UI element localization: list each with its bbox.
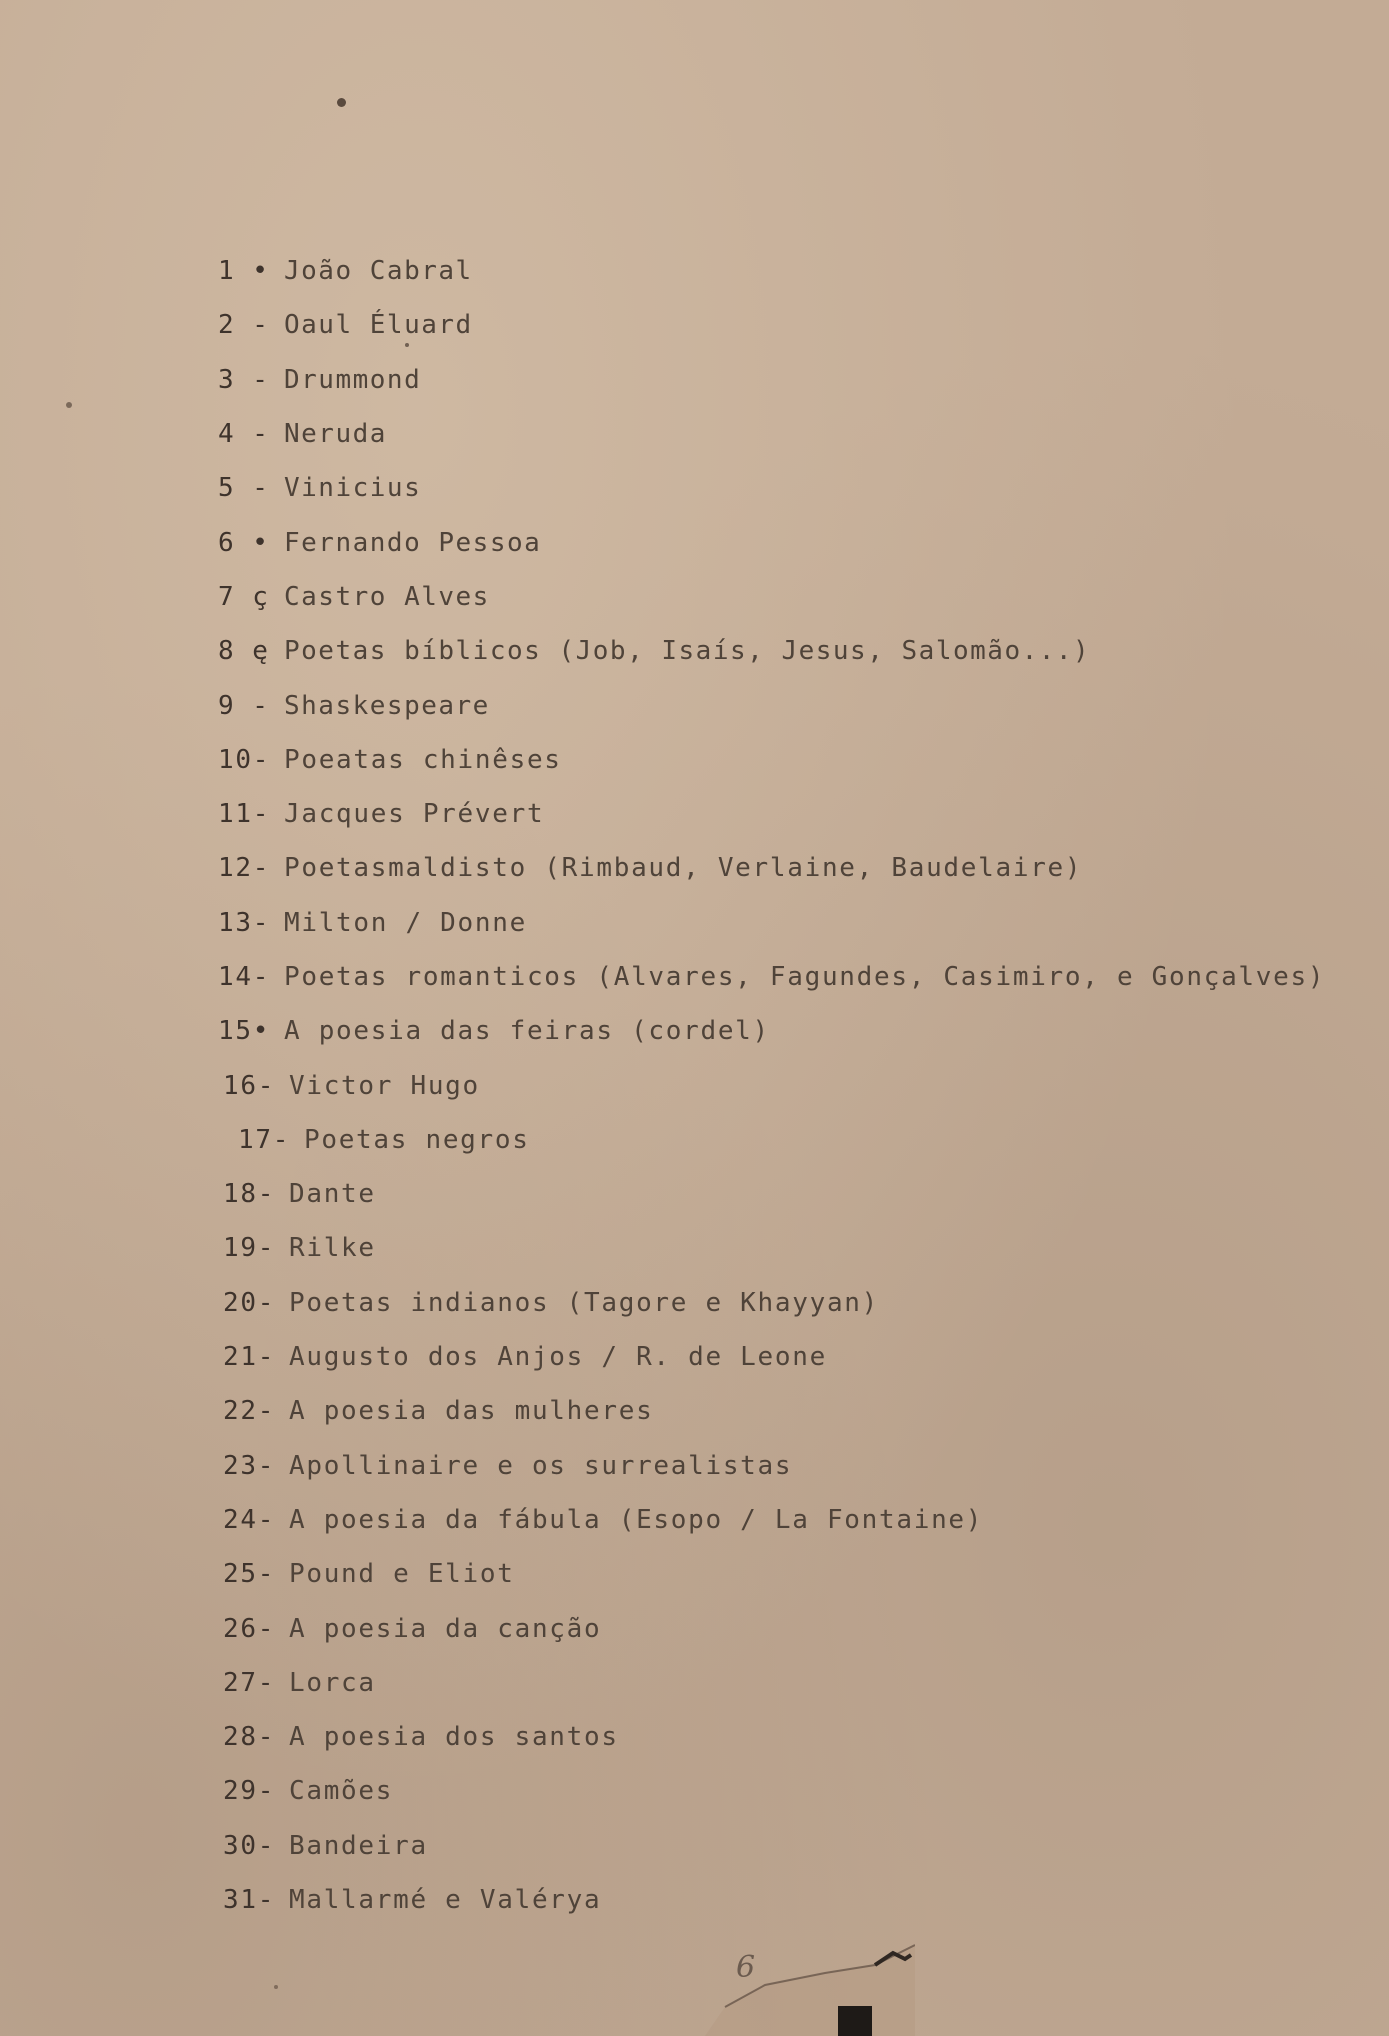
item-text: A poesia da canção bbox=[289, 1613, 602, 1644]
list-item bbox=[218, 570, 1325, 624]
item-text: Poetasmaldisto (Rimbaud, Verlaine, Baudelaire) bbox=[284, 853, 1083, 884]
item-number: 17- bbox=[238, 1124, 291, 1155]
list-item bbox=[218, 787, 1325, 841]
list-item bbox=[218, 624, 1325, 678]
list-item bbox=[218, 678, 1325, 732]
item-text: Lorca bbox=[289, 1667, 376, 1698]
item-text: Poetas negros bbox=[304, 1124, 530, 1155]
item-text: Oaul Éluard bbox=[284, 310, 473, 341]
item-number: 1 • bbox=[218, 256, 270, 287]
item-number: 2 - bbox=[218, 310, 270, 341]
ink-speck bbox=[66, 402, 72, 408]
item-text: Drummond bbox=[284, 364, 422, 395]
item-number: 16- bbox=[223, 1070, 276, 1101]
item-number: 24- bbox=[223, 1504, 276, 1535]
item-text: A poesia da fábula (Esopo / La Fontaine) bbox=[289, 1504, 984, 1535]
list-item bbox=[218, 298, 1325, 352]
item-text: Rilke bbox=[289, 1233, 376, 1264]
list-item bbox=[218, 841, 1325, 895]
item-number: 18- bbox=[223, 1179, 276, 1210]
scanner-edge bbox=[838, 2006, 872, 2036]
item-text: A poesia dos santos bbox=[289, 1722, 619, 1753]
item-text: Victor Hugo bbox=[289, 1070, 480, 1101]
item-text: Dante bbox=[289, 1179, 376, 1210]
ink-speck bbox=[274, 1985, 278, 1989]
item-number: 21- bbox=[223, 1342, 276, 1373]
list-item bbox=[218, 1113, 1325, 1167]
list-item bbox=[218, 244, 1325, 298]
item-text: Poeatas chinêses bbox=[284, 744, 562, 775]
list-item bbox=[218, 407, 1325, 461]
item-text: Apollinaire e os surrealistas bbox=[289, 1450, 793, 1481]
list-item bbox=[218, 1819, 1325, 1873]
ink-speck bbox=[405, 343, 409, 347]
list-item bbox=[218, 353, 1325, 407]
item-text: Poetas romanticos (Alvares, Fagundes, Casimiro, e Gonçalves) bbox=[284, 962, 1326, 992]
list-item bbox=[218, 515, 1325, 569]
item-text: João Cabral bbox=[284, 256, 473, 287]
ink-speck bbox=[337, 98, 346, 107]
item-text: Poetas bíblicos (Job, Isaís, Jesus, Salomão...) bbox=[284, 636, 1091, 667]
item-text: Shaskespeare bbox=[284, 690, 490, 721]
item-number: 11- bbox=[218, 799, 271, 830]
list-item bbox=[218, 1764, 1325, 1818]
item-text: A poesia das feiras (cordel) bbox=[284, 1016, 770, 1047]
item-number: 22- bbox=[223, 1396, 276, 1427]
poets-list bbox=[218, 244, 1325, 1927]
item-number: 15• bbox=[218, 1016, 271, 1047]
item-text: Jacques Prévert bbox=[284, 799, 545, 830]
item-number: 14- bbox=[218, 962, 271, 992]
list-item bbox=[218, 1547, 1325, 1601]
item-text: Vinicius bbox=[284, 473, 422, 504]
item-text: Milton / Donne bbox=[284, 907, 527, 938]
item-number: 29- bbox=[223, 1776, 276, 1807]
list-item bbox=[218, 461, 1325, 515]
item-text: Fernando Pessoa bbox=[284, 527, 542, 558]
item-number: 12- bbox=[218, 853, 271, 884]
item-number: 8 ę bbox=[218, 636, 270, 667]
list-item bbox=[218, 1439, 1325, 1493]
item-number: 7 ç bbox=[218, 581, 270, 612]
item-number: 28- bbox=[223, 1722, 276, 1753]
list-item bbox=[218, 1710, 1325, 1764]
item-text: Augusto dos Anjos / R. de Leone bbox=[289, 1342, 827, 1373]
item-number: 6 • bbox=[218, 527, 270, 558]
item-number: 10- bbox=[218, 744, 271, 775]
list-item bbox=[218, 1058, 1325, 1112]
item-text: Neruda bbox=[284, 419, 387, 450]
item-number: 26- bbox=[223, 1613, 276, 1644]
item-number: 23- bbox=[223, 1450, 276, 1481]
item-number: 9 - bbox=[218, 690, 270, 721]
item-text: Poetas indianos (Tagore e Khayyan) bbox=[289, 1287, 880, 1318]
item-text: Bandeira bbox=[289, 1830, 428, 1861]
item-text: Camões bbox=[289, 1776, 394, 1807]
list-item bbox=[218, 1384, 1325, 1438]
list-item bbox=[218, 1004, 1325, 1058]
list-item bbox=[218, 1276, 1325, 1330]
item-number: 30- bbox=[223, 1830, 276, 1861]
list-item bbox=[218, 1601, 1325, 1655]
list-item bbox=[218, 1221, 1325, 1275]
item-number: 25- bbox=[223, 1559, 276, 1590]
list-item bbox=[218, 896, 1325, 950]
item-text: Mallarmé e Valérya bbox=[289, 1885, 602, 1916]
item-number: 27- bbox=[223, 1667, 276, 1698]
list-item bbox=[218, 1493, 1325, 1547]
item-text: A poesia das mulheres bbox=[289, 1396, 654, 1427]
item-text: Castro Alves bbox=[284, 581, 490, 612]
item-number: 4 - bbox=[218, 419, 270, 450]
list-item bbox=[218, 733, 1325, 787]
page-number: 6 bbox=[736, 1950, 756, 1985]
item-text: Pound e Eliot bbox=[289, 1559, 515, 1590]
item-number: 13- bbox=[218, 907, 271, 938]
item-number: 20- bbox=[223, 1287, 276, 1318]
item-number: 19- bbox=[223, 1233, 276, 1264]
item-number: 3 - bbox=[218, 364, 270, 395]
item-number: 31- bbox=[223, 1885, 276, 1916]
list-item bbox=[218, 1330, 1325, 1384]
list-item bbox=[218, 950, 1325, 1004]
item-number: 5 - bbox=[218, 473, 270, 504]
list-item bbox=[218, 1167, 1325, 1221]
list-item bbox=[218, 1656, 1325, 1710]
